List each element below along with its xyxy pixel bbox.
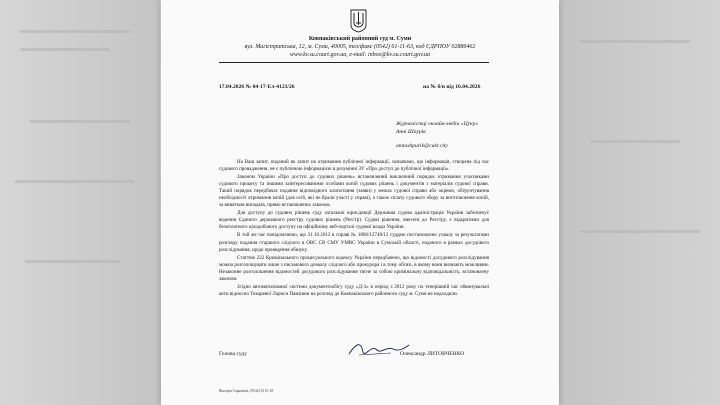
recipient-email: annashpurik@cukr.city: [396, 143, 448, 150]
blurred-line: [580, 230, 700, 233]
header-divider: [219, 62, 489, 63]
letter-body: [219, 159, 489, 299]
blurred-line: [590, 140, 680, 143]
paragraph: На Ваш запит, поданий як запит на отримання публічної інформації, зазначимо, що інформація, створена під час судового провадження, не є публічною інформацією в розумінні ЗУ «Про доступ до публічної інформації».: [219, 159, 489, 173]
recipient-position: Журналістці онлайн-медіа «Цукр»: [396, 121, 479, 127]
paragraph: Статтею 222 Кримінального процесуального кодексу України передбачено, що відомості досудового розслідування можна розголошувати лише з письмового дозволу слідчого або прокурора і в тому обсязі, в якому вони визнають можливим. Незаконне розголошення відомостей досудового розслідування тягне за собою кримінальну відповідальність, встановлену законом.: [219, 254, 489, 282]
paragraph: В той же час повідомляємо, що 31.10.2012 в справі № 1806/12748/12 суддею постановлено ухвалу за результатами розгляду подання старшого слідчого в ОВС СВ СМУ УМВС України в Сумській області, поданого в рамках досудового розслідування, щодо проведення обшуку.: [219, 232, 489, 253]
recipient-name: Анні Шпурік: [396, 128, 426, 135]
document-page: [161, 0, 559, 405]
blurred-line: [30, 120, 130, 123]
outgoing-number: 17.04.2026 № 04-17-Ел-4123/26: [219, 84, 295, 90]
court-name: Ковпаківський районний суд м. Суми: [308, 36, 412, 42]
blurred-line: [20, 48, 110, 51]
court-contacts: www.kv.su.court.gov.ua, e-mail: inbox@kv.su.court.gov.ua: [290, 52, 430, 58]
paragraph: Для доступу до судових рішень суду загальної юрисдикції Державна судова адміністрація України забезпечує ведення Єдиного державного реєстру судових рішень (Реєстр). Судові рішення, внесені до Реєстру, є відкритими для безоплатного цілодобового доступу на офіційному веб-порталі судової влади України.: [219, 210, 489, 231]
paragraph: Згідно автоматизованої системи документообігу суду «Д-3» в період з 2012 року по теперішній час обвинувальні акти відносно Токаревої Лариси Павлівни на розгляд до Ковпаківського районного суду м. Суми не надходили.: [219, 283, 489, 297]
executor-footer: Вікторія Сарашвілі, (0542) 61 01 28: [219, 389, 274, 393]
background-right-panel: [560, 0, 720, 405]
background-left-panel: [0, 0, 160, 405]
blurred-line: [20, 30, 130, 33]
trident-emblem-icon: [350, 9, 367, 33]
signatory-name: Олександр ЛИТОВЧЕНКО: [400, 351, 465, 357]
court-address: вул. Магістратська, 12, м. Суми, 40005, тел/факс (0542) 61-11-63, код ЄДРПОУ 02886462: [244, 44, 476, 50]
blurred-line: [25, 260, 120, 263]
incoming-reference: на № б/н від 16.04.2026: [423, 84, 481, 90]
recipient-block: [396, 121, 478, 151]
blurred-line: [15, 180, 135, 183]
paragraph: Законом України «Про доступ до судових рішень» встановлений виключний порядок отримання учасниками судового процесу та іншими заінтересованими особами копій судових рішень і документів з матеріалів судової справи. Такий порядок передбачає подання відповідного клопотання (заяви) у межах судової справи або окремо, обґрунтування необхідності отримання копій (для осіб, які не брали участі у справі), а також сплату судового збору за виготовлення копій, за винятком випадків, прямо встановлених законом.: [219, 174, 489, 209]
signatory-title: Голова суду: [219, 351, 247, 357]
blurred-line: [580, 40, 690, 43]
